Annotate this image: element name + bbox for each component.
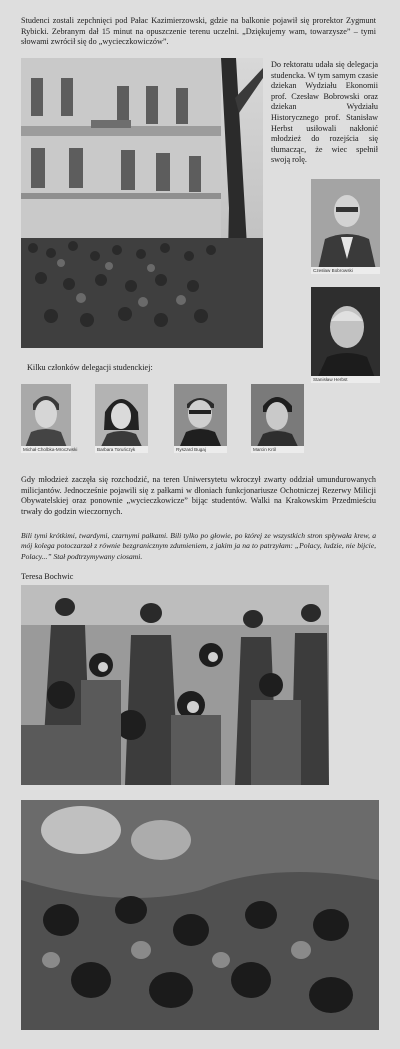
person-illustration	[174, 384, 227, 453]
herbst-illustration	[311, 287, 380, 383]
dark-crowd-illustration	[21, 800, 379, 1030]
portrait-bobrowski	[311, 179, 380, 274]
delegation-portrait	[95, 384, 148, 453]
person-illustration	[251, 384, 304, 453]
bobrowski-illustration	[311, 179, 380, 274]
delegation-heading: Kilku członków delegacji studenckiej:	[27, 363, 153, 372]
crowd-photo-palace	[21, 58, 263, 348]
portrait-caption: Barbara Toruńczyk	[95, 446, 148, 453]
delegation-portrait	[174, 384, 227, 453]
portrait-caption: Czesław Bobrowski	[311, 267, 380, 274]
palace-crowd-illustration	[21, 58, 263, 348]
portrait-caption: Stanisław Herbst	[311, 376, 380, 383]
quote-author: Teresa Bochwic	[21, 572, 74, 581]
portrait-herbst	[311, 287, 380, 383]
dispersal-paragraph: Gdy młodzież zaczęła się rozchodzić, na teren Uniwersytetu wkroczył zwarty oddział umundurowanych milicjantów. Jednocześnie pojawili się z pałkami w dłoniach funkcjonariusze Ochotniczej Rezerwy Milicji Obywatelskiej oraz ponownie „wycieczkowicze” bijąc studentów. Walki na Krakowskim Przedmieściu trwały do godzin wieczornych.	[21, 475, 376, 516]
rectorate-paragraph: Do rektoratu udała się delegacja studencka. W tym samym czasie dziekan Wydziału Ekonomii prof. Czesław Bobrowski oraz dziekan Wydziału Historycznego prof. Stanisław Herbst usiłowali nakłonić młodzież do rozejścia się tłumacząc, że wiec spełnił swoją rolę.	[271, 60, 378, 165]
witness-quote: Bili tymi krótkimi, twardymi, czarnymi pałkami. Bili tylko po głowie, po której ze wszystkich stron spływała krew, a mój kolega potoczarzał z równie bezgranicznym zdumieniem, z jakim ja na to patrzyłam: „Polacy, ludzie, nie bijcie, Polacy...” Stał podtrzymywany ciosami.	[21, 531, 376, 561]
portrait-caption: Ryszard Bugaj	[174, 446, 227, 453]
delegation-portrait	[251, 384, 304, 453]
person-illustration	[21, 384, 78, 453]
person-illustration	[95, 384, 148, 453]
militia-crowd-photo	[21, 585, 329, 785]
delegation-portrait	[21, 384, 78, 453]
intro-paragraph: Studenci zostali zepchnięci pod Pałac Kazimierzowski, gdzie na balkonie pojawił się prorektor Zygmunt Rybicki. Zebranym dał 15 minut na opuszczenie terenu uczelni. „Dziękujemy wam, towarzysze” – tymi słowami zwrócił się do „wycieczkowiczów”.	[21, 16, 376, 47]
dark-crowd-photo	[21, 800, 379, 1030]
militia-illustration	[21, 585, 329, 785]
portrait-caption: Michał Cholbka-Mroczwski	[23, 447, 78, 452]
portrait-caption: Marcin Król	[251, 446, 304, 453]
